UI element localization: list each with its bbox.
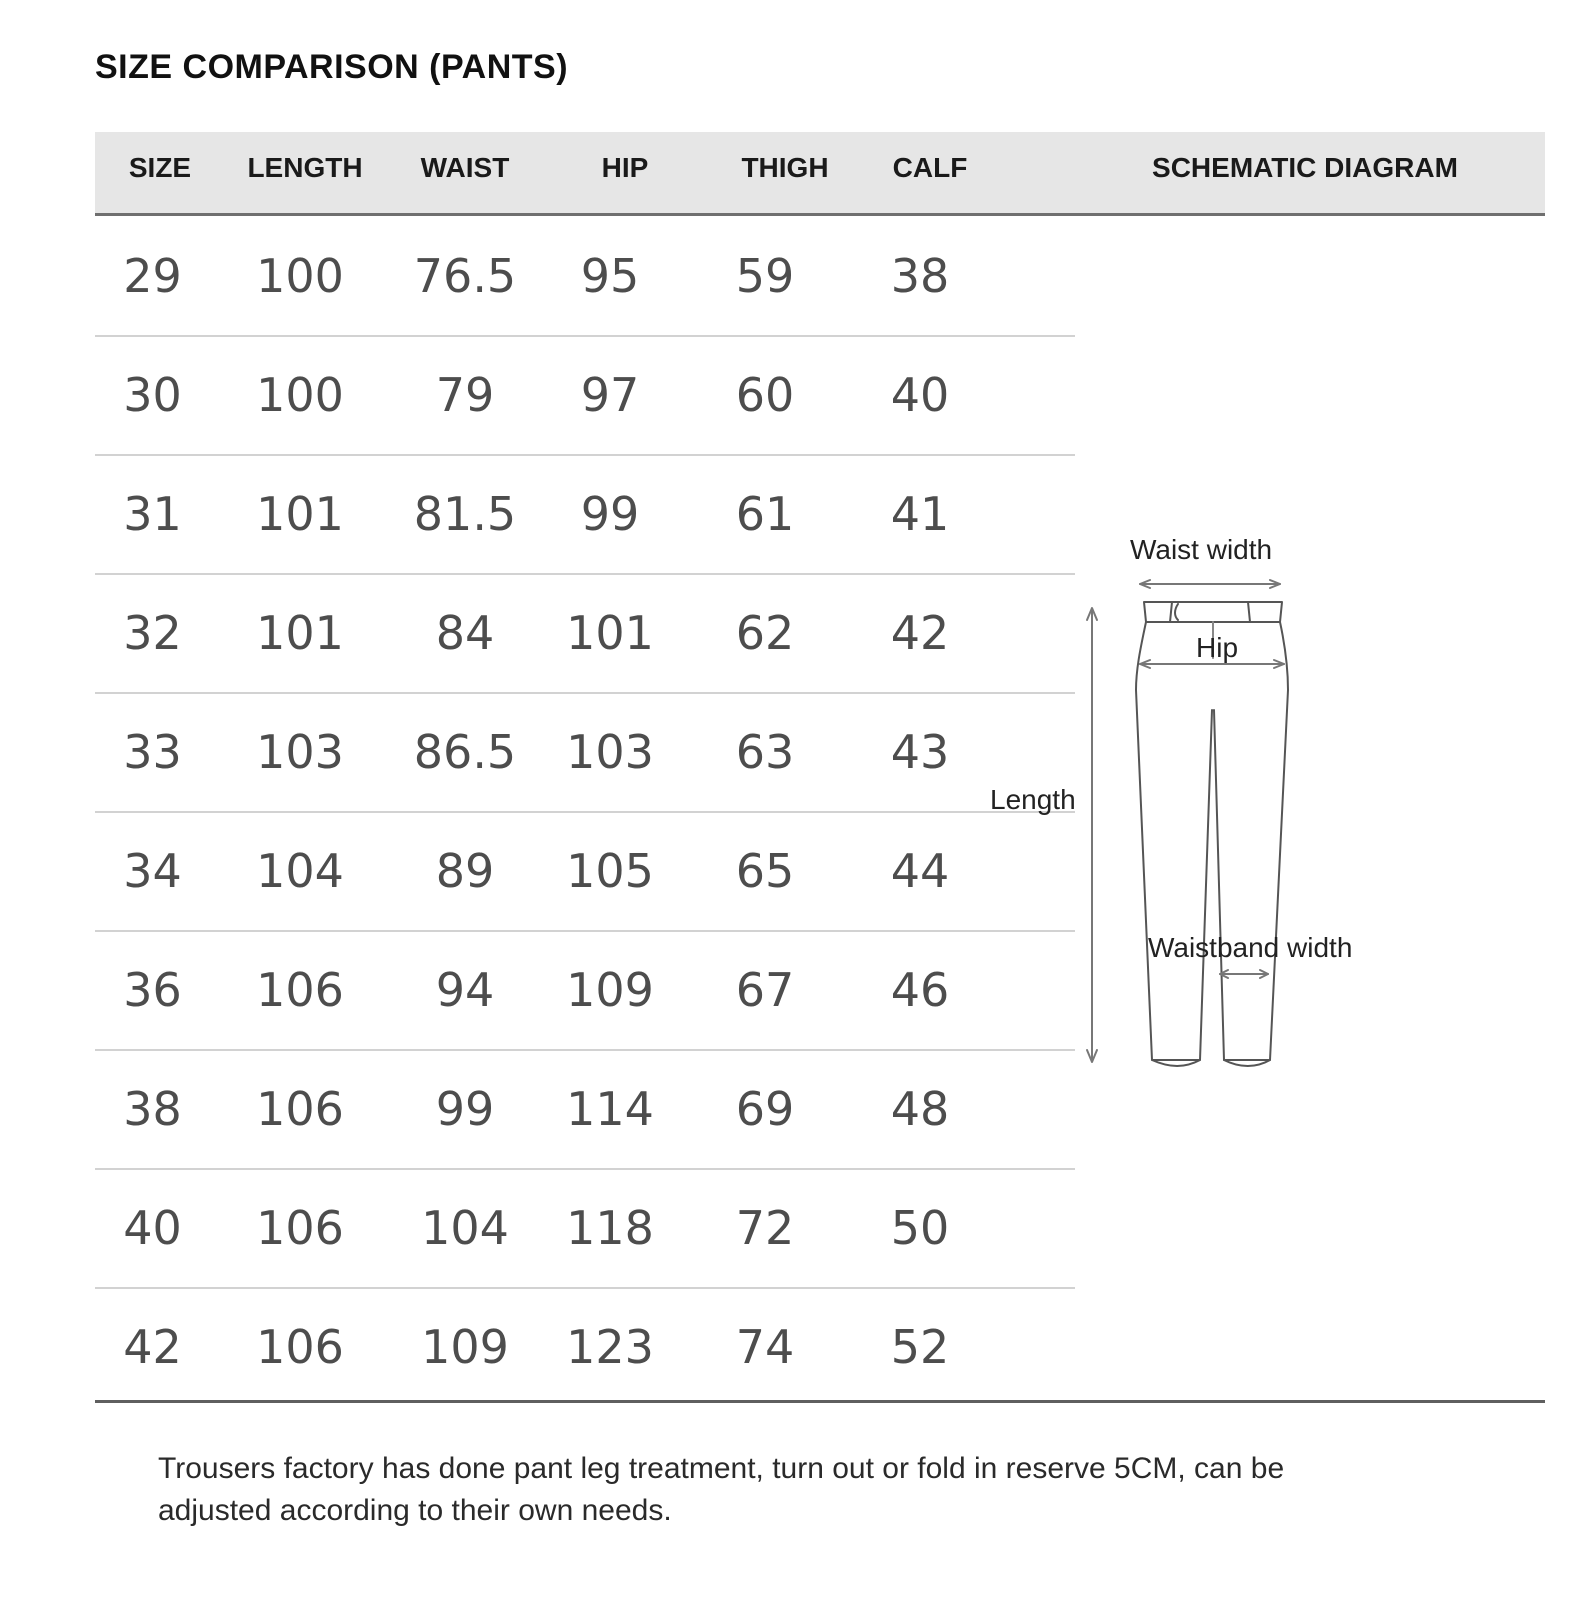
footnote: Trousers factory has done pant leg treatment, turn out or fold in reserve 5CM, can be adjusted according to their own needs. bbox=[158, 1452, 1285, 1527]
label-hip: Hip bbox=[1196, 632, 1239, 663]
cell-waist: 76.5 bbox=[413, 249, 517, 303]
cell-hip: 123 bbox=[566, 1320, 654, 1374]
size-table-body bbox=[95, 218, 1075, 1406]
header-schematic-diagram: SCHEMATIC DIAGRAM bbox=[1152, 152, 1458, 183]
cell-size: 33 bbox=[123, 725, 182, 779]
cell-length: 106 bbox=[256, 1320, 344, 1374]
cell-waist: 79 bbox=[435, 368, 495, 422]
cell-thigh: 67 bbox=[735, 963, 795, 1017]
cell-hip: 95 bbox=[580, 249, 640, 303]
header-calf: CALF bbox=[892, 152, 968, 183]
header-length: LENGTH bbox=[247, 152, 363, 183]
cell-length: 101 bbox=[256, 606, 344, 660]
cell-thigh: 72 bbox=[735, 1201, 795, 1255]
cell-calf: 40 bbox=[890, 368, 950, 422]
table-row bbox=[95, 218, 1075, 337]
header-hip: HIP bbox=[601, 152, 649, 183]
table-row bbox=[95, 1289, 1075, 1406]
cell-size: 31 bbox=[123, 487, 182, 541]
cell-calf: 50 bbox=[890, 1201, 950, 1255]
cell-hip: 109 bbox=[566, 963, 654, 1017]
cell-calf: 42 bbox=[890, 606, 950, 660]
cell-hip: 97 bbox=[580, 368, 640, 422]
header-waist: WAIST bbox=[420, 152, 510, 183]
cell-hip: 114 bbox=[566, 1082, 654, 1136]
cell-length: 106 bbox=[256, 1201, 344, 1255]
cell-waist: 99 bbox=[435, 1082, 495, 1136]
header-thigh: THIGH bbox=[741, 152, 829, 183]
cell-thigh: 65 bbox=[735, 844, 795, 898]
cell-size: 32 bbox=[123, 606, 182, 660]
header-size: SIZE bbox=[128, 152, 192, 183]
cell-size: 34 bbox=[123, 844, 182, 898]
label-waist-width: Waist width bbox=[1130, 534, 1273, 565]
cell-calf: 38 bbox=[890, 249, 950, 303]
cell-length: 100 bbox=[256, 249, 344, 303]
cell-size: 42 bbox=[123, 1320, 182, 1374]
cell-thigh: 60 bbox=[735, 368, 795, 422]
table-row bbox=[95, 1170, 1075, 1289]
cell-waist: 104 bbox=[421, 1201, 509, 1255]
cell-thigh: 62 bbox=[735, 606, 795, 660]
cell-waist: 81.5 bbox=[413, 487, 517, 541]
cell-hip: 99 bbox=[580, 487, 640, 541]
cell-hip: 101 bbox=[566, 606, 654, 660]
cell-thigh: 69 bbox=[735, 1082, 795, 1136]
cell-length: 104 bbox=[256, 844, 344, 898]
cell-size: 40 bbox=[123, 1201, 182, 1255]
cell-size: 29 bbox=[123, 249, 182, 303]
cell-thigh: 63 bbox=[735, 725, 795, 779]
table-row bbox=[95, 575, 1075, 694]
table-row bbox=[95, 1051, 1075, 1170]
cell-calf: 48 bbox=[890, 1082, 950, 1136]
header-divider bbox=[95, 213, 1545, 216]
cell-calf: 43 bbox=[890, 725, 950, 779]
cell-waist: 109 bbox=[421, 1320, 509, 1374]
pants-schematic-diagram bbox=[980, 534, 1400, 1080]
page-title: SIZE COMPARISON (PANTS) bbox=[95, 48, 569, 86]
cell-waist: 86.5 bbox=[413, 725, 517, 779]
cell-calf: 41 bbox=[890, 487, 950, 541]
label-waistband-width: Waistband width bbox=[1148, 932, 1353, 963]
cell-hip: 105 bbox=[566, 844, 654, 898]
cell-hip: 118 bbox=[566, 1201, 654, 1255]
cell-thigh: 61 bbox=[735, 487, 795, 541]
cell-thigh: 74 bbox=[735, 1320, 795, 1374]
cell-calf: 52 bbox=[890, 1320, 950, 1374]
cell-thigh: 59 bbox=[735, 249, 795, 303]
cell-length: 106 bbox=[256, 963, 344, 1017]
cell-size: 30 bbox=[123, 368, 182, 422]
cell-calf: 44 bbox=[890, 844, 950, 898]
table-bottom-divider bbox=[95, 1400, 1545, 1403]
cell-waist: 89 bbox=[435, 844, 495, 898]
label-length: Length bbox=[990, 784, 1076, 815]
cell-length: 103 bbox=[256, 725, 344, 779]
cell-hip: 103 bbox=[566, 725, 654, 779]
table-row bbox=[95, 813, 1075, 932]
cell-calf: 46 bbox=[890, 963, 950, 1017]
cell-size: 36 bbox=[123, 963, 182, 1017]
cell-length: 100 bbox=[256, 368, 344, 422]
cell-waist: 84 bbox=[435, 606, 495, 660]
table-row bbox=[95, 694, 1075, 813]
cell-size: 38 bbox=[123, 1082, 182, 1136]
table-row bbox=[95, 932, 1075, 1051]
cell-length: 101 bbox=[256, 487, 344, 541]
cell-waist: 94 bbox=[435, 963, 495, 1017]
cell-length: 106 bbox=[256, 1082, 344, 1136]
table-row bbox=[95, 337, 1075, 456]
table-row bbox=[95, 456, 1075, 575]
